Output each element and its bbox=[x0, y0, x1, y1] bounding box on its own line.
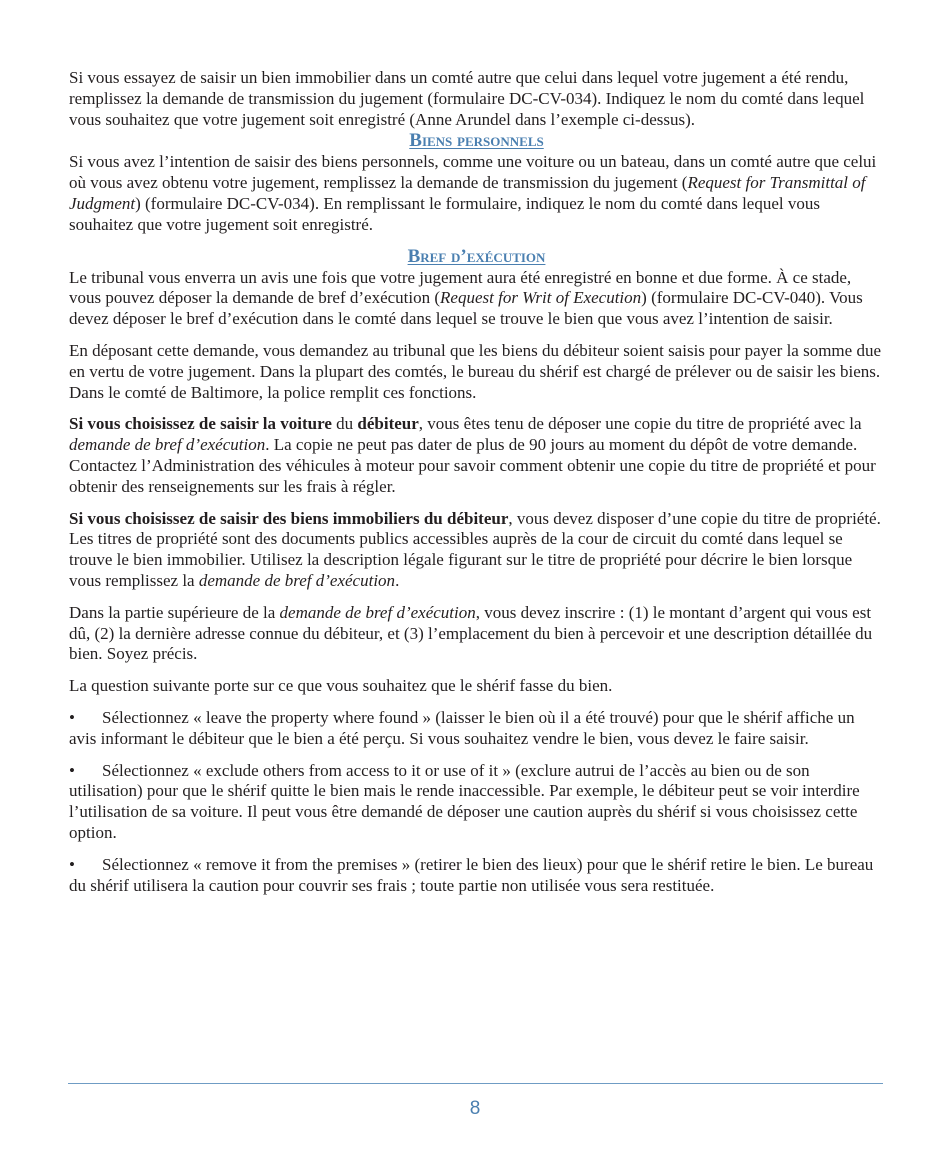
heading-biens-personnels: Biens personnels bbox=[409, 130, 544, 152]
bold-run: Si vous choisissez de saisir la voiture bbox=[69, 414, 332, 434]
bref-paragraph-partie-superieure bbox=[69, 603, 884, 665]
page-content bbox=[69, 68, 884, 907]
bullet-icon: • bbox=[69, 707, 75, 727]
text-run: , vous devez inscrire : (1) le montant d’argent qui vous est dû, (2) la dernière adresse connue du débiteur, et (3) l’emplacement du bien à percevoir et une description détaillée du bien. Soyez précis. bbox=[69, 602, 873, 664]
text-run: ) (formulaire DC-CV-034). En remplissant le formulaire, indiquez le nom du comté dans lequel vous souhaitez que votre jugement soit enregistré. bbox=[69, 193, 820, 234]
bullet-item-exclude bbox=[69, 761, 884, 844]
italic-run: demande de bref d’exécution bbox=[69, 435, 266, 455]
text-run: Dans la partie supérieure de la bbox=[69, 602, 280, 622]
bullet-icon: • bbox=[69, 854, 75, 874]
heading-bref-execution: Bref d’exécution bbox=[407, 245, 546, 267]
footer-divider bbox=[68, 1083, 883, 1084]
form-title-italic: Request for Transmittal of Judgment bbox=[69, 173, 866, 213]
text-run: . La copie ne peut pas dater de plus de 90 jours au moment du dépôt de votre demande. Contactez l’Administration des véhicules à moteur pour savoir comment obtenir une copie du titre de propriété et pour obtenir des renseignements sur les frais à régler. bbox=[69, 435, 876, 496]
bref-paragraph-question: La question suivante porte sur ce que vous souhaitez que le shérif fasse du bien. bbox=[69, 676, 613, 696]
form-title-italic: Request for Writ of Execution bbox=[440, 288, 642, 308]
intro-paragraph: Si vous essayez de saisir un bien immobilier dans un comté autre que celui dans lequel votre jugement a été rendu, remplissez la demande de transmission du jugement (formulaire DC-CV-034). Indiquez le nom du comté dans lequel vous souhaitez que votre jugement soit enregistré (Anne Arundel dans l’exemple ci-dessus). bbox=[69, 68, 865, 129]
bullet-text: Sélectionnez « leave the property where found » (laisser le bien où il a été trouvé) pour que le shérif affiche un avis informant le débiteur que le bien a été perçu. Si vous souhaitez vendre le bien, vous devez le faire saisir. bbox=[69, 707, 855, 748]
text-run: Si vous avez l’intention de saisir des biens personnels, comme une voiture ou un bateau, dans un comté autre que celui où vous avez obtenu votre jugement, remplissez la demande de transmission du jugement ( bbox=[69, 152, 877, 193]
page-number: 8 bbox=[469, 1098, 481, 1119]
bref-paragraph-1 bbox=[69, 268, 884, 330]
bullet-item-leave bbox=[69, 708, 884, 750]
italic-run: demande de bref d’exécution bbox=[279, 602, 476, 622]
bullet-text: Sélectionnez « exclude others from access to it or use of it » (exclure autrui de l’accès au bien ou de son utilisation) pour que le shérif quitte le bien mais le rende inaccessible. Par exemple, le débiteur peut se voir interdire l’utilisation de sa voiture. Il peut vous être demandé de déposer une caution auprès du shérif si vous choisissez cette option. bbox=[69, 760, 860, 842]
bref-paragraph-voiture bbox=[69, 414, 884, 497]
biens-paragraph bbox=[69, 152, 884, 235]
bullet-text: Sélectionnez « remove it from the premises » (retirer le bien des lieux) pour que le shérif retire le bien. Le bureau du shérif utilisera la caution pour couvrir ses frais ; toute partie non utilisée vous sera restituée. bbox=[69, 854, 874, 895]
text-run: , vous êtes tenu de déposer une copie du titre de propriété avec la bbox=[418, 414, 862, 434]
text-run: , vous devez disposer d’une copie du titre de propriété. Les titres de propriété sont des documents publics accessibles auprès de la cour de circuit du comté dans lequel se trouve le bien immobilier. Utilisez la description légale figurant sur le titre de propriété pour décrire le bien lorsque vous remplissez la bbox=[69, 508, 881, 590]
text-run: . bbox=[395, 570, 400, 590]
text-run: Le tribunal vous enverra un avis une fois que votre jugement aura été enregistré en bonne et due forme. À ce stade, vous pouvez déposer la demande de bref d’exécution ( bbox=[69, 267, 852, 308]
bold-run: Si vous choisissez de saisir des biens immobiliers du débiteur bbox=[69, 508, 509, 528]
italic-run: demande de bref d’exécution bbox=[198, 570, 396, 590]
bref-paragraph-immobiliers bbox=[69, 509, 884, 592]
bullet-icon: • bbox=[69, 760, 75, 780]
bold-run: débiteur bbox=[357, 414, 419, 434]
text-run: ) (formulaire DC-CV-040). Vous devez déposer le bref d’exécution dans le comté dans lequel se trouve le bien que vous avez l’intention de saisir. bbox=[69, 288, 863, 329]
bref-paragraph-2: En déposant cette demande, vous demandez au tribunal que les biens du débiteur soient saisis pour payer la somme due en vertu de votre jugement. Dans la plupart des comtés, le bureau du shérif est chargé de prélever ou de saisir les biens. Dans le comté de Baltimore, la police remplit ces fonctions. bbox=[69, 340, 881, 402]
text-run: du bbox=[331, 414, 358, 434]
bullet-item-remove bbox=[69, 855, 884, 897]
